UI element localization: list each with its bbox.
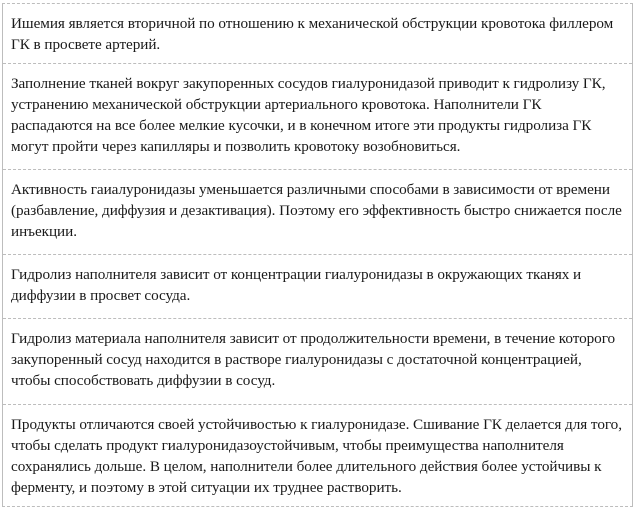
row-text: Продукты отличаются своей устойчивостью к гиалуронидазе. Сшивание ГК делается для того, чтобы сделать продукт гиалуронидазоустойчивым, чтобы преимущества наполнителя сохранялись дольше. В целом, наполнители более длительного действия более устойчивы к ферменту, и поэтому в этой ситуации их труднее растворить. — [11, 416, 622, 496]
table-row — [3, 170, 632, 255]
table-row — [3, 405, 632, 506]
row-text: Гидролиз наполнителя зависит от концентрации гиалуронидазы в окружающих тканях и диффузии в просвет сосуда. — [11, 266, 582, 304]
statements-table — [2, 3, 633, 507]
row-text: Заполнение тканей вокруг закупоренных сосудов гиалуронидазой приводит к гидролизу ГК, устранению механической обструкции артериального кровотока. Наполнители ГК распадаются на все более мелкие кусочки, и в конечном итоге эти продукты гидролиза ГК могут пройти через капилляры и позволить кровотоку возобновиться. — [11, 75, 606, 155]
row-text: Активность гаиалуронидазы уменьшается различными способами в зависимости от времени (разбавление, диффузия и дезактивация). Поэтому его эффективность быстро снижается после инъекции. — [11, 181, 622, 240]
row-text: Ишемия является вторичной по отношению к механической обструкции кровотока филлером ГК в просвете артерий. — [11, 15, 614, 53]
table-row — [3, 319, 632, 405]
table-row — [3, 64, 632, 170]
table-row — [3, 4, 632, 64]
table-row — [3, 255, 632, 319]
row-text: Гидролиз материала наполнителя зависит от продолжительности времени, в течение которого закупоренный сосуд находится в растворе гиалуронидазы с достаточной концентрацией, чтобы способствовать диффузии в сосуд. — [11, 330, 616, 389]
